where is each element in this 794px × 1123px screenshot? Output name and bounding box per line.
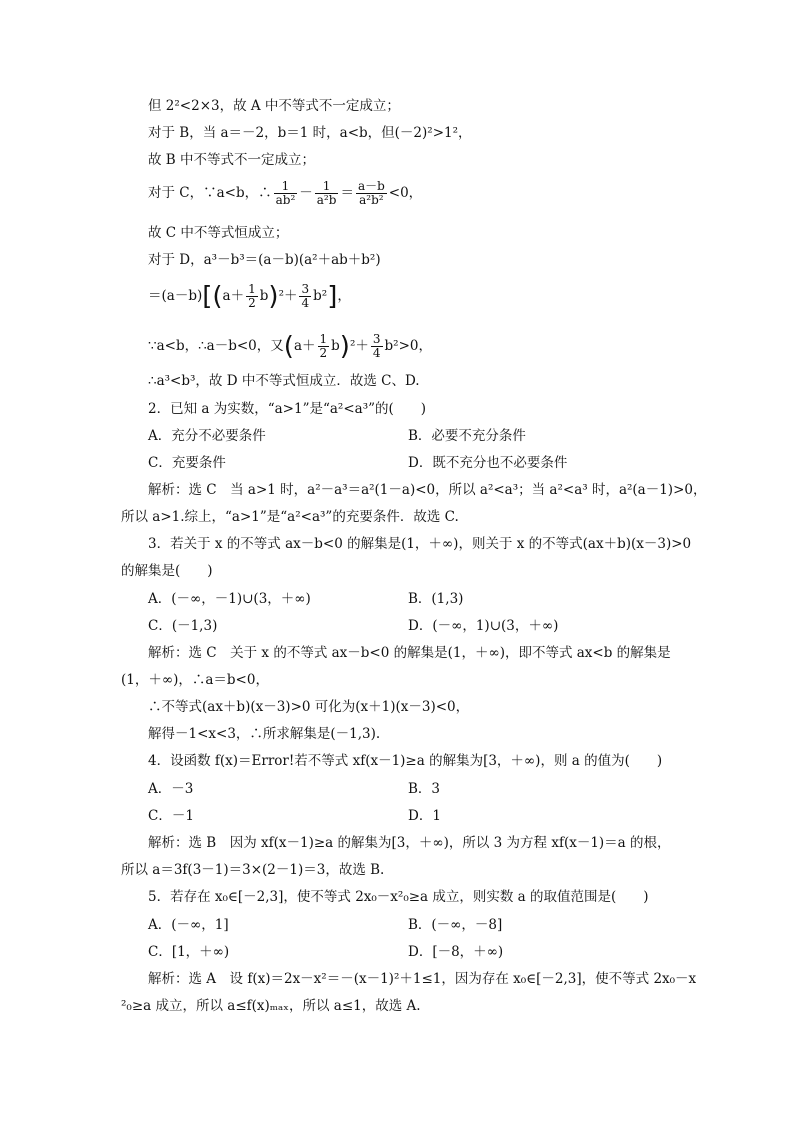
question-3: 3．若关于 x 的不等式 ax－b<0 的解集是(1，＋∞)，则关于 x 的不等式(ax＋b)(x－3)>0 (148, 536, 692, 552)
option-b: B．(－∞，－8] (408, 917, 503, 933)
question-4: 4．设函数 f(x)＝Error!若不等式 xf(x－1)≥a 的解集为[3，＋∞)，则 a 的值为( ) (148, 753, 663, 769)
question-5: 5．若存在 x₀∈[－2,3]，使不等式 2x₀－x²₀≥a 成立，则实数 a 的取值范围是( ) (148, 889, 649, 905)
fraction: $\frac{1}{2}$ (248, 282, 256, 310)
option-d: D．既不充分也不必要条件 (408, 455, 568, 471)
option-c: C．－1 (148, 808, 194, 824)
solution-line: 解析：选 C 当 a>1 时，a²－a³＝a²(1－a)<0，所以 a²<a³；当 a²<a³ 时，a²(a－1)>0， (148, 482, 707, 498)
fraction: $\frac{3}{4}$ (372, 332, 381, 360)
solution-line: 所以 a>1.综上，“a>1”是“a²<a³”的充要条件．故选 C. (121, 509, 459, 525)
solution-line: ∴不等式(ax＋b)(x－3)>0 可化为(x＋1)(x－3)<0， (148, 699, 470, 715)
option-d: D．1 (408, 808, 441, 824)
formula-line (148, 333, 432, 360)
solution-line: 解得－1<x<3，∴所求解集是(－1,3). (148, 726, 381, 742)
option-a: A．－3 (148, 781, 194, 797)
fraction: $\frac{3}{4}$ (301, 282, 310, 310)
text: ＝(a－b) (148, 288, 203, 304)
solution-line: 解析：选 B 因为 xf(x－1)≥a 的解集为[3，＋∞)，所以 3 为方程 xf(x－1)＝a 的根， (148, 835, 671, 851)
option-c: C．(－1,3) (148, 618, 218, 634)
solution-line: (1，＋∞)，∴a＝b<0， (121, 672, 269, 688)
option-d: D．(－∞，1)∪(3，＋∞) (408, 618, 559, 634)
text: b²>0， (384, 338, 432, 354)
text-line: 对于 B，当 a＝－2，b＝1 时，a<b，但(－2)²>1²， (148, 125, 472, 141)
fraction: $\frac{a-b}{\text{a²b²}}$ (357, 179, 385, 207)
text: ²＋ (278, 288, 298, 304)
text: ∵a<b，∴a－b<0，又 (148, 338, 284, 354)
solution-line: 解析：选 A 设 f(x)＝2x－x²＝－(x－1)²＋1≤1，因为存在 x₀∈[－2,3]，使不等式 2x₀－x (148, 971, 697, 987)
text: b² (313, 288, 328, 304)
text: 对于 C，∵a<b，∴ (148, 185, 272, 201)
text: b (259, 288, 269, 304)
fraction: $\frac{1}{\text{ab²}}$ (275, 179, 296, 207)
text: <0， (388, 185, 423, 201)
option-d: D．[－8，＋∞) (408, 944, 504, 960)
text-line: 故 B 中不等式不一定成立； (148, 152, 316, 168)
text-line: 故 C 中不等式恒成立； (148, 225, 289, 241)
option-b: B．(1,3) (408, 591, 464, 607)
text: ²＋ (349, 338, 369, 354)
bracket: ] (327, 281, 338, 312)
option-a: A．(－∞，－1)∪(3，＋∞) (148, 591, 311, 607)
solution-line: 解析：选 C 关于 x 的不等式 ax－b<0 的解集是(1，＋∞)，即不等式 ax<b 的解集是 (148, 645, 671, 661)
paren: ( (283, 331, 294, 362)
question-3-cont: 的解集是( ) (121, 563, 213, 579)
text: a＋ (222, 288, 245, 304)
fraction: $\frac{1}{2}$ (319, 332, 328, 360)
question-2: 2．已知 a 为实数，“a>1”是“a²<a³”的( ) (148, 401, 427, 417)
option-b: B．必要不充分条件 (408, 428, 526, 444)
formula-line (148, 180, 422, 207)
option-a: A．充分不必要条件 (148, 428, 266, 444)
text-line: ∴a³<b³，故 D 中不等式恒成立．故选 C、D. (148, 373, 420, 389)
option-a: A．(－∞，1] (148, 917, 229, 933)
text: a＋ (293, 338, 316, 354)
bracket: [ (202, 281, 213, 312)
option-b: B．3 (408, 781, 441, 797)
text: － (299, 185, 313, 201)
text-line: 对于 D，a³－b³＝(a－b)(a²＋ab＋b²) (148, 252, 381, 268)
fraction: $\frac{1}{\text{a²b}}$ (316, 179, 337, 207)
text: b (331, 338, 340, 354)
paren: ( (212, 281, 223, 312)
option-c: C．充要条件 (148, 455, 226, 471)
option-c: C．[1，＋∞) (148, 944, 230, 960)
paren: ) (268, 281, 279, 312)
text: ， (337, 288, 351, 304)
solution-line: 所以 a＝3f(3－1)＝3×(2－1)＝3，故选 B. (121, 862, 385, 878)
paren: ) (339, 331, 350, 362)
formula-line (148, 283, 351, 310)
text-line: 但 2²<2×3，故 A 中不等式不一定成立； (148, 98, 400, 114)
text: ＝ (340, 185, 354, 201)
solution-line: ²₀≥a 成立，所以 a≤f(x)ₘₐₓ，所以 a≤1，故选 A. (121, 998, 421, 1014)
